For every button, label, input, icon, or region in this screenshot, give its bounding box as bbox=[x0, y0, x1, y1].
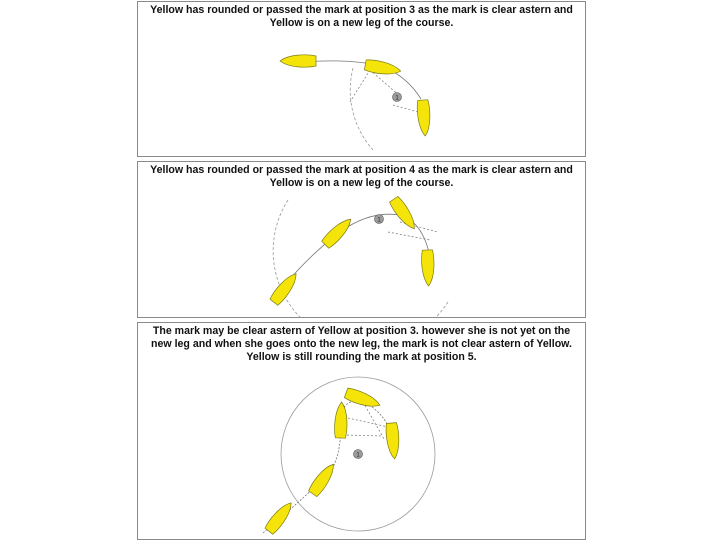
panel-caption: Yellow has rounded or passed the mark at position 3 as the mark is clear astern and Yellow is on a new leg of the course. bbox=[150, 4, 573, 29]
rounding-diagram-3 bbox=[138, 323, 585, 539]
diagram-panel-3 bbox=[137, 322, 586, 540]
panel-caption: The mark may be clear astern of Yellow at position 3. however she is not yet on the new leg and when she goes onto the new leg, the mark is not clear astern of Yellow. Yellow is still rounding the mark at position 5. bbox=[151, 325, 572, 363]
yellow-boat bbox=[385, 423, 400, 460]
rounding-diagram-2 bbox=[138, 162, 585, 317]
mark-label: 1 bbox=[395, 95, 399, 102]
sight-line bbox=[348, 418, 388, 427]
panel-caption: Yellow has rounded or passed the mark at position 4 as the mark is clear astern and Yellow is on a new leg of the course. bbox=[150, 164, 573, 189]
sight-line bbox=[350, 70, 370, 102]
sight-line bbox=[343, 435, 383, 436]
yellow-boat bbox=[280, 55, 316, 67]
yellow-boat bbox=[264, 499, 296, 535]
sight-line bbox=[363, 402, 384, 439]
yellow-boat bbox=[364, 59, 402, 77]
sight-line bbox=[393, 105, 418, 112]
mark-label: 1 bbox=[356, 452, 360, 459]
yellow-boat bbox=[417, 100, 432, 137]
yellow-boat bbox=[344, 387, 382, 411]
yellow-boat bbox=[334, 402, 348, 438]
yellow-boat bbox=[421, 250, 435, 286]
yellow-boat bbox=[269, 270, 301, 306]
yellow-boat bbox=[308, 461, 339, 498]
mark-label: 1 bbox=[377, 217, 381, 224]
rounding-diagram-1 bbox=[138, 2, 585, 156]
diagram-panel-1 bbox=[137, 1, 586, 157]
zone-circle bbox=[350, 68, 373, 150]
sight-line bbox=[388, 232, 430, 240]
yellow-boat bbox=[321, 215, 355, 249]
boat-track bbox=[303, 61, 421, 99]
diagram-panel-2 bbox=[137, 161, 586, 318]
